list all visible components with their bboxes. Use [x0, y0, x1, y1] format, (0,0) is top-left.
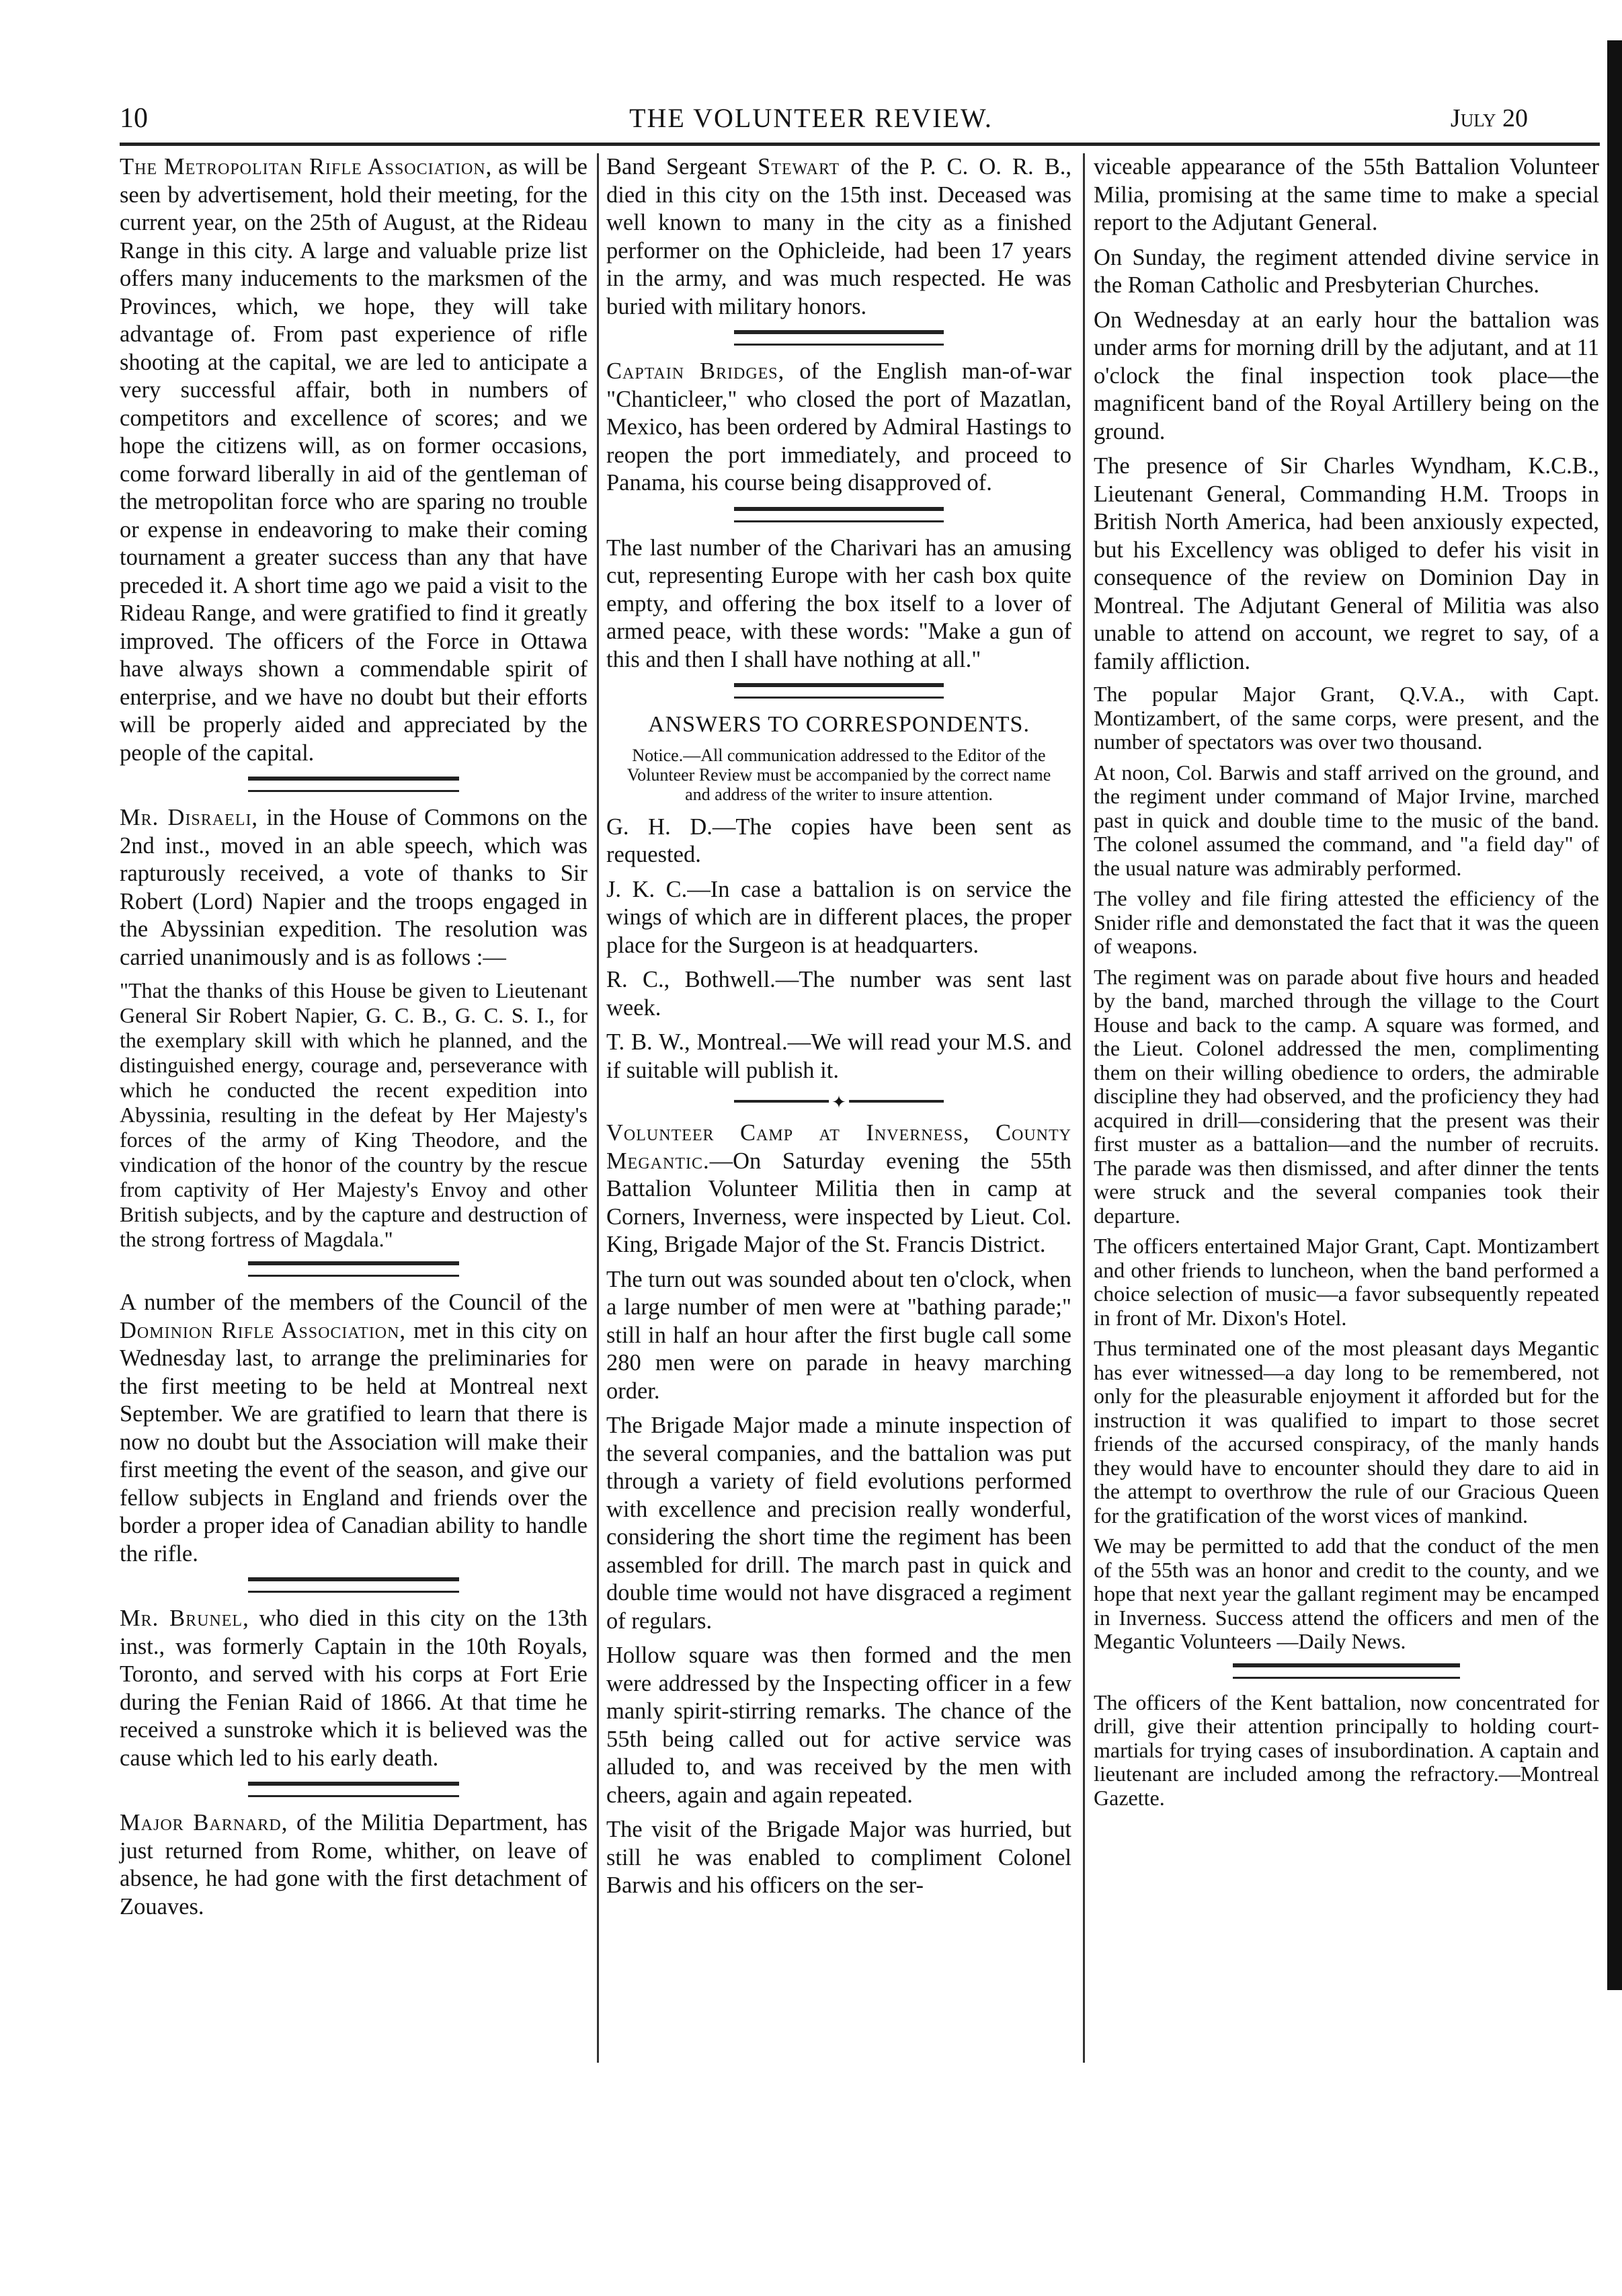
- article-lead: Mr. Disraeli,: [120, 805, 259, 830]
- answer-item: G. H. D.—The copies have been sent as requested.: [606, 814, 1071, 867]
- answers-notice: Notice.—All communication addressed to the Editor of the Volunteer Review must be accompanied by the correct name and address of the writer to insure attention.: [626, 745, 1051, 804]
- paragraph: At noon, Col. Barwis and staff arrived on the ground, and the regiment under command of Major Irvine, marched past in quick and double time to the music of the band. The colonel assumed the command, and "a field day" of the usual nature was admirably performed.: [1094, 760, 1599, 880]
- article-lead: The Metropolitan Rifle Association,: [120, 154, 493, 180]
- paragraph: Thus terminated one of the most pleasant days Megantic has ever witnessed—a day long to be remembered, not only for the pleasurable enjoyment it afforded but for the instruction it was qualified to impart to those secret friends of the accursed conspiracy, of the manly hands they would have to encounter should they dare to aid in the attempt to overthrow the rule of our Gracious Queen for the gratification of the worst vices of mankind.: [1094, 1336, 1599, 1528]
- answer-item: R. C., Bothwell.—The number was sent last week.: [606, 967, 1071, 1021]
- column-1: [120, 153, 587, 1928]
- article-pre: A number of the members of the Council of the: [120, 1290, 587, 1315]
- resolution-quote: "That the thanks of this House be given to Lieutenant General Sir Robert Napier, G. C. B., G. C. S. I., for the exemplary skill with which he planned, and the distinguished energy, courage and, perseverance with which he conducted the recent expedition into Abyssinia, resulting in the defeat by Her Majesty's forces of the army of King Theodore, and the vindication of the honor of the country by the rescue from captivity of Her Majesty's Envoy and other British subjects, and by the capture and destruction of the strong fortress of Magdala.": [120, 978, 587, 1251]
- paragraph: The presence of Sir Charles Wyndham, K.C.B., Lieutenant General, Commanding H.M. Troops in British North America, had been anxiously expected, but his Excellency was obliged to defer his visit in consequence of the review on Dominion Day in Montreal. The Adjutant General of Militia was also unable to attend on account, we regret to say, of a family affliction.: [1094, 453, 1599, 674]
- paragraph: The popular Major Grant, Q.V.A., with Capt. Montizambert, of the same corps, were present, and the number of spectators was over two thousand.: [1094, 682, 1599, 754]
- separator-rule: [734, 507, 943, 522]
- page-number: 10: [120, 103, 148, 134]
- column-divider: [597, 153, 599, 2063]
- separator-rule: [734, 683, 943, 699]
- article-text: as will be seen by advertisement, hold their meeting, for the current year, on the 25th of August, at the Rideau Range in this city. A large and valuable prize list offers many inducements to the marksmen of the Provinces, which, we hope, they will take advantage of. From past experience of rifle shooting at the capital, we are led to anticipate a very successful affair, both in numbers of competitors and excellence of scores; and we hope the citizens will, as on former occasions, come forward liberally in aid of the gentleman of the metropolitan force who are sparing no trouble or expense in endeavoring to make their coming tournament a greater success than any that have preceded it. A short time ago we paid a visit to the Rideau Range, and were gratified to find it greatly improved. The officers of the Force in Ottawa have always shown a commendable spirit of enterprise, and we have no doubt but their efforts will be properly aided and appreciated by the people of the capital.: [120, 154, 587, 766]
- article-lead: Major Barnard,: [120, 1810, 288, 1835]
- article-stewart: [606, 153, 1071, 321]
- article-lead: Volunteer Camp at Inverness, County Megantic.: [606, 1120, 1071, 1174]
- paragraph: On Wednesday at an early hour the battalion was under arms for morning drill by the adjutant, and at 11 o'clock the final inspection took place—the magnificent band of the Royal Artillery being on the ground.: [1094, 307, 1599, 444]
- article-pre: Band Sergeant: [606, 154, 758, 180]
- article-rifle-association: [120, 153, 587, 767]
- separator-rule: [248, 1577, 458, 1593]
- issue-date: July 20: [1450, 104, 1528, 132]
- paragraph: The visit of the Brigade Major was hurried, but still he was enabled to compliment Colonel Barwis and his officers on the ser-: [606, 1817, 1071, 1898]
- article-barnard: [120, 1809, 587, 1921]
- article-dominion-rifle: [120, 1289, 587, 1568]
- article-charivari: The last number of the Charivari has an amusing cut, representing Europe with her cash box quite empty, and offering the box itself to a lover of armed peace, with these words: "Make a gun of this and then I shall have nothing at all.": [606, 535, 1071, 672]
- article-lead: Captain Bridges,: [606, 358, 785, 384]
- paragraph: Hollow square was then formed and the men were addressed by the Inspecting officer in a few manly spirit-stirring remarks. The chance of the 55th being called out for active service was alluded to, and was received by the men with cheers, again and again repeated.: [606, 1642, 1071, 1808]
- masthead-title: THE VOLUNTEER REVIEW.: [629, 103, 993, 133]
- article-text: —On Saturday evening the 55th Battalion Volunteer Militia then in camp at Corners, Inverness, were inspected by Lieut. Col. King, Brigade Major of the St. Francis District.: [606, 1148, 1071, 1257]
- article-brunel: [120, 1605, 587, 1772]
- answer-item: T. B. W., Montreal.—We will read your M.S. and if suitable will publish it.: [606, 1029, 1071, 1083]
- separator-rule: [734, 330, 943, 346]
- paragraph: The Brigade Major made a minute inspection of the several companies, and the battalion was put through a variety of field evolutions performed with excellence and precision really wonderful, considering the short time the regiment has been assembled for drill. The march past in quick and double time would not have disgraced a regiment of regulars.: [606, 1413, 1071, 1634]
- separator-rule: [248, 777, 458, 792]
- paragraph: The officers of the Kent battalion, now concentrated for drill, give their attention principally to holding court-martials for trying cases of insubordination. A captain and lieutenant are included among the refractory.—Montreal Gazette.: [1094, 1690, 1599, 1810]
- separator-rule: [248, 1782, 458, 1797]
- article-bridges: [606, 358, 1071, 498]
- paragraph: We may be permitted to add that the conduct of the men of the 55th was an honor and credit to the county, and we hope that next year the gallant regiment may be encamped in Inverness. Success attend the officers and men of the Megantic Volunteers —Daily News.: [1094, 1534, 1599, 1653]
- separator-rule: [248, 1261, 458, 1277]
- paragraph: viceable appearance of the 55th Battalion Volunteer Milia, promising at the same time to make a special report to the Adjutant General.: [1094, 154, 1599, 235]
- separator-star-rule: [734, 1094, 943, 1107]
- article-inverness-camp: [606, 1119, 1071, 1259]
- article-text: of the English man-of-war "Chanticleer," who closed the port of Mazatlan, Mexico, has been ordered by Admiral Hastings to reopen the port immediately, and proceed to Panama, his course being disapproved of.: [606, 358, 1071, 496]
- dense-text-block: [1094, 682, 1599, 1810]
- article-disraeli: [120, 804, 587, 972]
- article-text: who died in this city on the 13th inst., was formerly Captain in the 10th Royals, Toronto, and served with his corps at Fort Erie during the Fenian Raid of 1866. At that time he received a sunstroke which it is believed was the cause which led to his early death.: [120, 1606, 587, 1771]
- separator-rule: [1233, 1663, 1460, 1679]
- article-lead: Mr. Brunel,: [120, 1606, 249, 1631]
- article-lead: Dominion Rifle Association,: [120, 1317, 407, 1343]
- column-3: [1094, 153, 1599, 1817]
- column-divider: [1083, 153, 1085, 2063]
- article-text: of the Militia Department, has just returned from Rome, whither, on leave of absence, he had gone with the first detachment of Zouaves.: [120, 1810, 588, 1919]
- article-text: met in this city on Wednesday last, to arrange the preliminaries for the first meeting to be held at Montreal next September. We are gratified to learn that there is now no doubt but the Association will make their first meeting the event of the season, and give our fellow subjects in England and friends over the border a proper idea of Canadian ability to handle the rifle.: [120, 1317, 588, 1567]
- answers-heading: ANSWERS TO CORRESPONDENTS.: [648, 712, 1030, 737]
- article-text: of the P. C. O. R. B., died in this city on the 15th inst. Deceased was well known to many in the city as a finished performer on the Ophicleide, had been 17 years in the army, and was much respected. He was buried with military honors.: [606, 154, 1071, 319]
- header-rule: [120, 143, 1600, 146]
- paragraph: On Sunday, the regiment attended divine service in the Roman Catholic and Presbyterian Churches.: [1094, 244, 1599, 298]
- paragraph: The regiment was on parade about five hours and headed by the band, marched through the village to the Court House and back to the camp. A square was formed, and the Lieut. Colonel addressed the men, complimenting them on their willing obedience to orders, the admirable discipline they had observed, and the proficiency they had acquired in drill—considering that the present was their first muster as a battalion—and the number of recruits. The parade was then dismissed, and after dinner the tents were struck and the several companies took their departure.: [1094, 964, 1599, 1228]
- scan-edge: [1607, 40, 1622, 1990]
- article-lead: Stewart: [758, 154, 840, 180]
- paragraph: The officers entertained Major Grant, Capt. Montizambert and other friends to luncheon, when the band performed a choice selection of music—a favor subsequently repeated in front of Mr. Dixon's Hotel.: [1094, 1234, 1599, 1330]
- article-text: in the House of Commons on the 2nd inst., moved in an able speech, which was rapturously received, a vote of thanks to Sir Robert (Lord) Napier and the troops engaged in the Abyssinian expedition. The resolution was carried unanimously and is as follows :—: [120, 805, 587, 970]
- paragraph: The volley and file firing attested the efficiency of the Snider rifle and demonstated the fact that it was the queen of weapons.: [1094, 886, 1599, 958]
- column-2: [606, 153, 1071, 1907]
- paragraph: The turn out was sounded about ten o'clock, when a large number of men were at "bathing parade;" still in half an hour after the first bugle call some 280 men were on parade in heavy marching order.: [606, 1266, 1071, 1404]
- answer-item: J. K. C.—In case a battalion is on service the wings of which are in different places, the proper place for the Surgeon is at headquarters.: [606, 876, 1071, 958]
